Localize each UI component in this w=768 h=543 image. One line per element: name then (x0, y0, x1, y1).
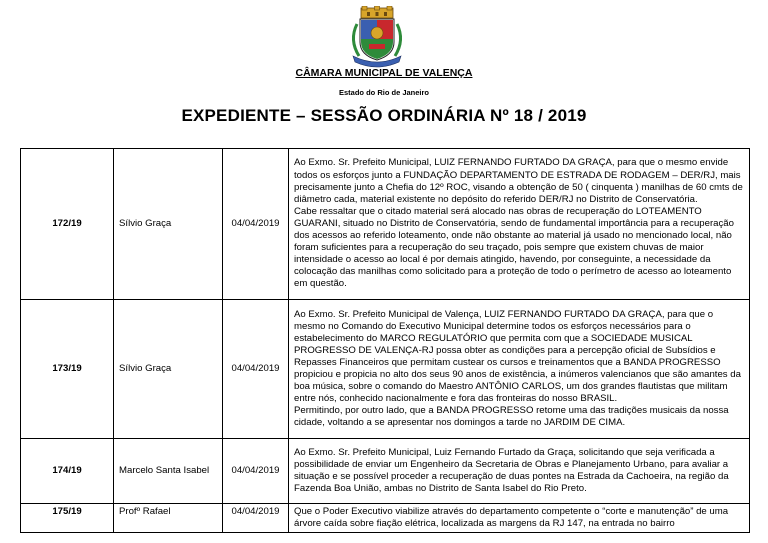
author-name: Marcelo Santa Isabel (114, 439, 223, 504)
author-name: Sílvio Graça (114, 149, 223, 300)
indication-date: 04/04/2019 (223, 149, 289, 300)
municipal-coat-of-arms (347, 6, 407, 68)
indication-date: 04/04/2019 (223, 504, 289, 533)
table-row (21, 300, 750, 439)
indication-text (289, 439, 750, 504)
indication-text (289, 504, 750, 533)
indication-paragraph: Ao Exmo. Sr. Prefeito Municipal de Valença, LUIZ FERNANDO FURTADO DA GRAÇA, para que o mesmo no Comando do Executivo Municipal determine todos os esforços necessários para o estabelecimento do MARCO REGULATÓRIO que permita com que a SOCIEDADE MUSICAL PROGRESSO DE VALENÇA-RJ possa obter as condições para a percepção oficial de Subsídios e Repasses Financeiros que permitam custear os cursos e treinamentos que a BANDA PROGRESSO propiciou e propicia no alto dos seus 90 anos de existência, a inúmeros valencianos que são amantes da boa música, sobre o comando do Maestro ANTÔNIO CARLOS, um dos grandes flautistas que militam entre nós, conhecido nacionalmente e fora das fronteiras do nosso BRASIL. (294, 308, 741, 405)
document-title: EXPEDIENTE – SESSÃO ORDINÁRIA Nº 18 / 2019 (181, 106, 587, 125)
author-name: Profº Rafael (114, 504, 223, 533)
mural-crown (361, 6, 393, 18)
expediente-table (20, 148, 750, 533)
indication-number: 172/19 (21, 149, 114, 300)
indication-text (289, 300, 750, 439)
indication-date: 04/04/2019 (223, 300, 289, 439)
indication-number: 174/19 (21, 439, 114, 504)
institution-name: CÂMARA MUNICIPAL DE VALENÇA (295, 67, 473, 79)
indication-paragraph: Ao Exmo. Sr. Prefeito Municipal, Luiz Fernando Furtado da Graça, solicitando que seja verificada a possibilidade de enviar um Engenheiro da Secretaria de Obras e Planejamento Urbano, para avaliar a situação e se possível proceder a recuperação de duas pontes na Estrada da Cachoeira, na região da Fazenda Boa União, ambas no Distrito de Santa Isabel do Rio Preto. (294, 446, 729, 495)
indication-paragraph: Cabe ressaltar que o citado material será alocado nas obras de recuperação do LOTEAMENTO GUARANI, situado no Distrito de Conservatória, sendo de fundamental importância para a recuperação dos acessos ao referido loteamento, onde não obstante ao material já usado no mencionado local, não foram suficientes para a recuperação do seu traçado, pois sempre que existem chuvas de maior intensidade o acesso ao local é por demais atingido, havendo, por conseguinte, a necessidade da colocação das manilhas como solicitado para a proteção de todo o perímetro de acesso ao loteamento em questão. (294, 205, 734, 290)
author-name: Sílvio Graça (114, 300, 223, 439)
indication-text (289, 149, 750, 300)
indication-number: 175/19 (21, 504, 114, 533)
indication-number: 173/19 (21, 300, 114, 439)
indication-date: 04/04/2019 (223, 439, 289, 504)
table-row (21, 504, 750, 533)
indication-paragraph: Permitindo, por outro lado, que a BANDA PROGRESSO retome uma das tradições musicais da nossa cidade, voltando a se apresentar nos domingos a tarde no JARDIM DE CIMA. (294, 405, 729, 429)
table-row (21, 439, 750, 504)
table-row (21, 149, 750, 300)
shield (360, 19, 394, 60)
indication-paragraph: Que o Poder Executivo viabilize através do departamento competente o “corte e manutenção” de uma árvore caída sobre fiação elétrica, localizada as margens da RJ 147, na entrada no bairro (294, 506, 729, 530)
indication-paragraph: Ao Exmo. Sr. Prefeito Municipal, LUIZ FERNANDO FURTADO DA GRAÇA, para que o mesmo envide todos os esforços junto a FUNDAÇÃO DEPARTAMENTO DE ESTRADA DE RODAGEM – DER/RJ, mais precisamente junto a Chefia do 12º ROC, visando a obtenção de 50 ( cinquenta ) manilhas de 60 cmts de diâmetro cada, material existente no depósito do referido DER/RJ no Distrito de Conservatória. (294, 157, 743, 205)
state-name: Estado do Rio de Janeiro (338, 88, 429, 97)
